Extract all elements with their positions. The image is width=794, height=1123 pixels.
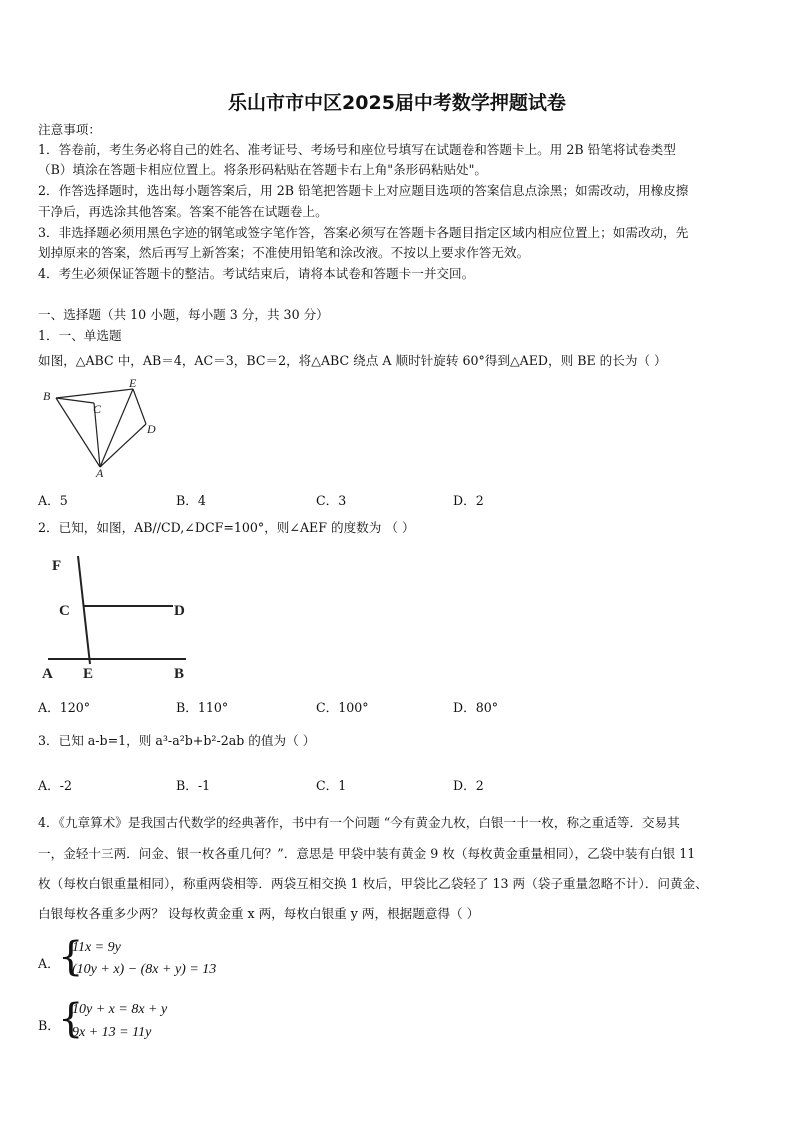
q2-label-b: B bbox=[174, 666, 185, 682]
q1-label-b: B bbox=[43, 389, 51, 403]
q1-option-a: A．5 bbox=[38, 493, 68, 508]
q2-figure bbox=[38, 548, 194, 684]
q4-stem-line: 白银每枚各重多少两？ 设每枚黄金重 x 两，每枚白银重 y 两，根据题意得（ ） bbox=[38, 906, 480, 921]
q3-option-d: D．2 bbox=[453, 778, 484, 793]
page-title: 乐山市市中区2025届中考数学押题试卷 bbox=[228, 92, 566, 114]
q2-label-d: D bbox=[174, 603, 185, 619]
q3-option-b: B．-1 bbox=[176, 778, 211, 793]
q1-stem: 如图，△ABC 中，AB＝4，AC＝3，BC＝2，将△ABC 绕点 A 顺时针旋转 60°得到△AED，则 BE 的长为（ ） bbox=[38, 353, 667, 368]
q3-stem: 3．已知 a-b=1，则 a³-a²b+b²-2ab 的值为（ ） bbox=[38, 733, 316, 748]
notes-heading: 注意事项： bbox=[38, 122, 101, 137]
q2-label-c: C bbox=[59, 603, 70, 619]
q3-option-c: C．1 bbox=[316, 778, 347, 793]
q2-option-a: A．120° bbox=[38, 700, 91, 715]
q1-option-c: C．3 bbox=[316, 493, 347, 508]
q4-stem-line: 一，金轻十三两．问金、银一枚各重几何？”．意思是 甲袋中装有黄金 9 枚（每枚黄金重量相同），乙袋中装有白银 11 bbox=[38, 846, 696, 861]
q1-label-a: A bbox=[96, 466, 104, 480]
q1-label-c: C bbox=[93, 402, 102, 416]
notes-line: 划掉原来的答案，然后再写上新答案；不准使用铅笔和涂改液。不按以上要求作答无效。 bbox=[38, 245, 530, 260]
q4-option-b-eq1: 10y + x = 8x + y bbox=[72, 1002, 168, 1017]
q2-stem: 2．已知，如图，AB//CD,∠DCF=100°，则∠AEF 的度数为 （ ） bbox=[38, 520, 415, 535]
q2-label-f: F bbox=[52, 558, 62, 574]
q4-option-a-eq2: (10y + x) − (8x + y) = 13 bbox=[72, 962, 217, 977]
q2-option-d: D．80° bbox=[453, 700, 499, 715]
q1-figure bbox=[38, 376, 163, 480]
notes-line: 3．非选择题必须用黑色字迹的钢笔或签字笔作答，答案必须写在答题卡各题目指定区域内相应位置上；如需改动，先 bbox=[38, 225, 689, 240]
notes-line: 4．考生必须保证答题卡的整洁。考试结束后，请将本试卷和答题卡一并交回。 bbox=[38, 266, 475, 281]
q2-option-c: C．100° bbox=[316, 700, 369, 715]
notes-line: （B）填涂在答题卡相应位置上。将条形码粘贴在答题卡右上角"条形码粘贴处"。 bbox=[38, 162, 488, 177]
q4-stem-line: 枚（每枚白银重量相同），称重两袋相等．两袋互相交换 1 枚后，甲袋比乙袋轻了 13 两（袋子重量忽略不计）．问黄金、 bbox=[38, 876, 708, 891]
q1-option-b: B．4 bbox=[176, 493, 206, 508]
notes-line: 1．答卷前，考生务必将自己的姓名、准考证号、考场号和座位号填写在试题卷和答题卡上。用 2B 铅笔将试卷类型 bbox=[38, 142, 676, 157]
q4-option-b-label: B． bbox=[38, 1018, 60, 1033]
q4-option-b-brace: { bbox=[58, 996, 84, 1042]
q3-option-a: A．-2 bbox=[38, 778, 72, 793]
notes-line: 干净后，再选涂其他答案。答案不能答在试题卷上。 bbox=[38, 204, 328, 219]
q4-stem-line: 4．《九章算术》是我国古代数学的经典著作，书中有一个问题 “今有黄金九枚，白银一十一枚，称之重适等．交易其 bbox=[38, 815, 680, 830]
section-subheading: 1．一、单选题 bbox=[38, 328, 122, 343]
q1-label-e: E bbox=[129, 376, 137, 390]
q2-label-a: A bbox=[42, 666, 53, 682]
q2-option-b: B．110° bbox=[176, 700, 229, 715]
q4-option-a-brace: { bbox=[58, 934, 84, 980]
q4-option-b-eq2: 9x + 13 = 11y bbox=[72, 1025, 152, 1040]
q1-label-d: D bbox=[147, 422, 156, 436]
q4-option-a-eq1: 11x = 9y bbox=[72, 940, 121, 955]
q1-option-d: D．2 bbox=[453, 493, 484, 508]
q2-label-e: E bbox=[83, 666, 94, 682]
notes-line: 2．作答选择题时，选出每小题答案后，用 2B 铅笔把答题卡上对应题目选项的答案信息点涂黑；如需改动，用橡皮擦 bbox=[38, 183, 689, 198]
section-heading: 一、选择题（共 10 小题，每小题 3 分，共 30 分） bbox=[38, 307, 329, 322]
q4-option-a-label: A． bbox=[38, 956, 60, 971]
